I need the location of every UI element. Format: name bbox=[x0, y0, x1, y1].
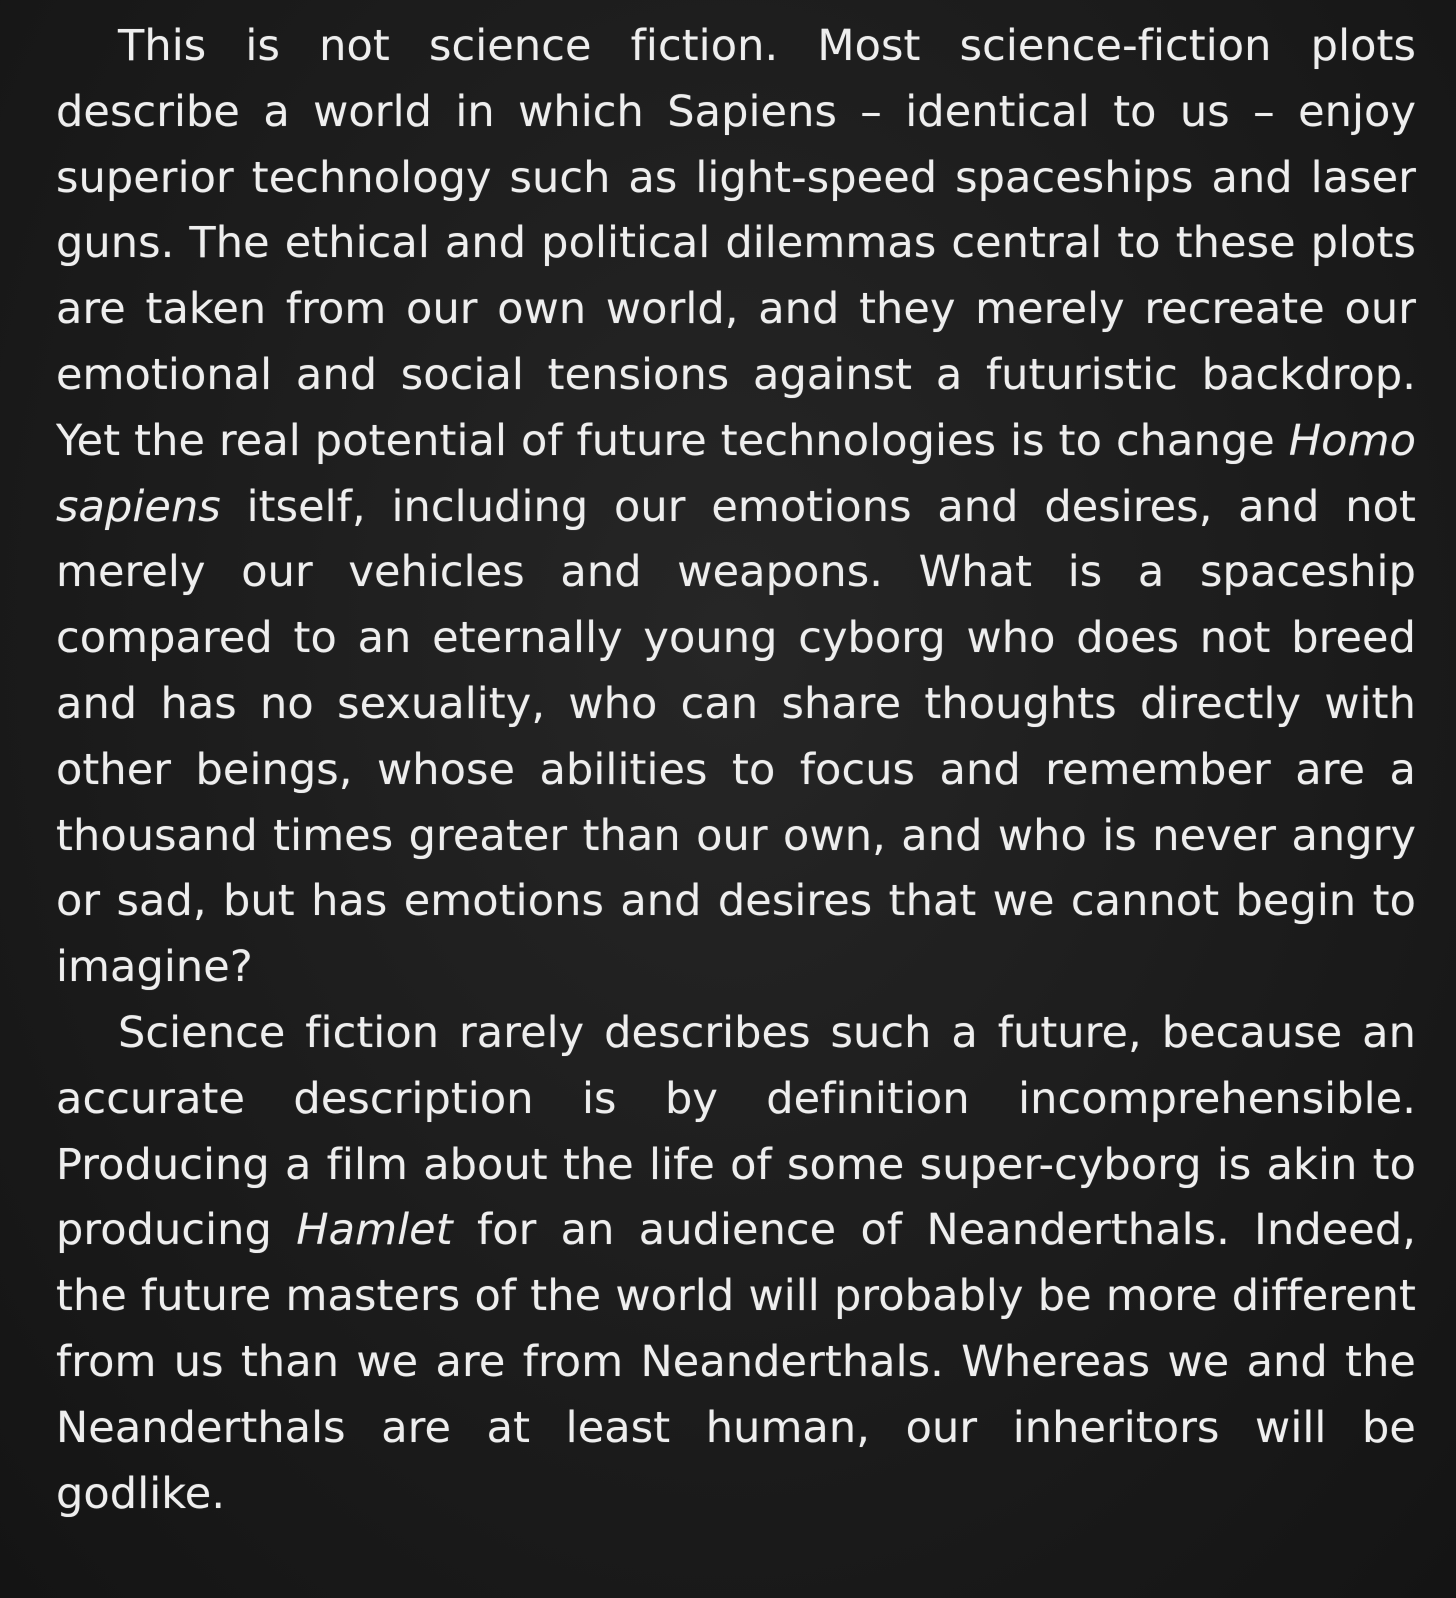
paragraph-1 bbox=[56, 14, 1416, 1001]
paragraph-1-text-b: itself, including our emotions and desires, and not merely our vehicles and weapons. What is a spaceship compared to an eternally young cyborg who does not breed and has no sexuality, who can share thoughts directly with other beings, whose abilities to focus and remember are a thousand times greater than our own, and who is never angry or sad, but has emotions and desires that we cannot begin to imagine? bbox=[56, 481, 1416, 993]
paragraph-2-text-b: for an audience of Neanderthals. Indeed, the future masters of the world will probably be more different from us than we are from Neanderthals. Whereas we and the Neanderthals are at least human, our inheritors will be godlike. bbox=[56, 1205, 1416, 1519]
paragraph-2-text-a: Science fiction rarely describes such a future, because an accurate description is by definition incomprehensible. Producing a film about the life of some super-cyborg is akin to producing bbox=[56, 1007, 1416, 1256]
italic-term-homo-sapiens: Homo sapiens bbox=[56, 415, 1416, 532]
page-text bbox=[56, 14, 1416, 1527]
italic-title-hamlet: Hamlet bbox=[296, 1205, 453, 1256]
paragraph-2 bbox=[56, 1001, 1416, 1527]
paragraph-1-text-a: This is not science fiction. Most science-fiction plots describe a world in which Sapiens – identical to us – enjoy superior technology such as light-speed spaceships and laser guns. The ethical and political dilemmas central to these plots are taken from our own world, and they merely recreate our emotional and social tensions against a futuristic backdrop. Yet the real potential of future technologies is to change bbox=[56, 21, 1416, 466]
